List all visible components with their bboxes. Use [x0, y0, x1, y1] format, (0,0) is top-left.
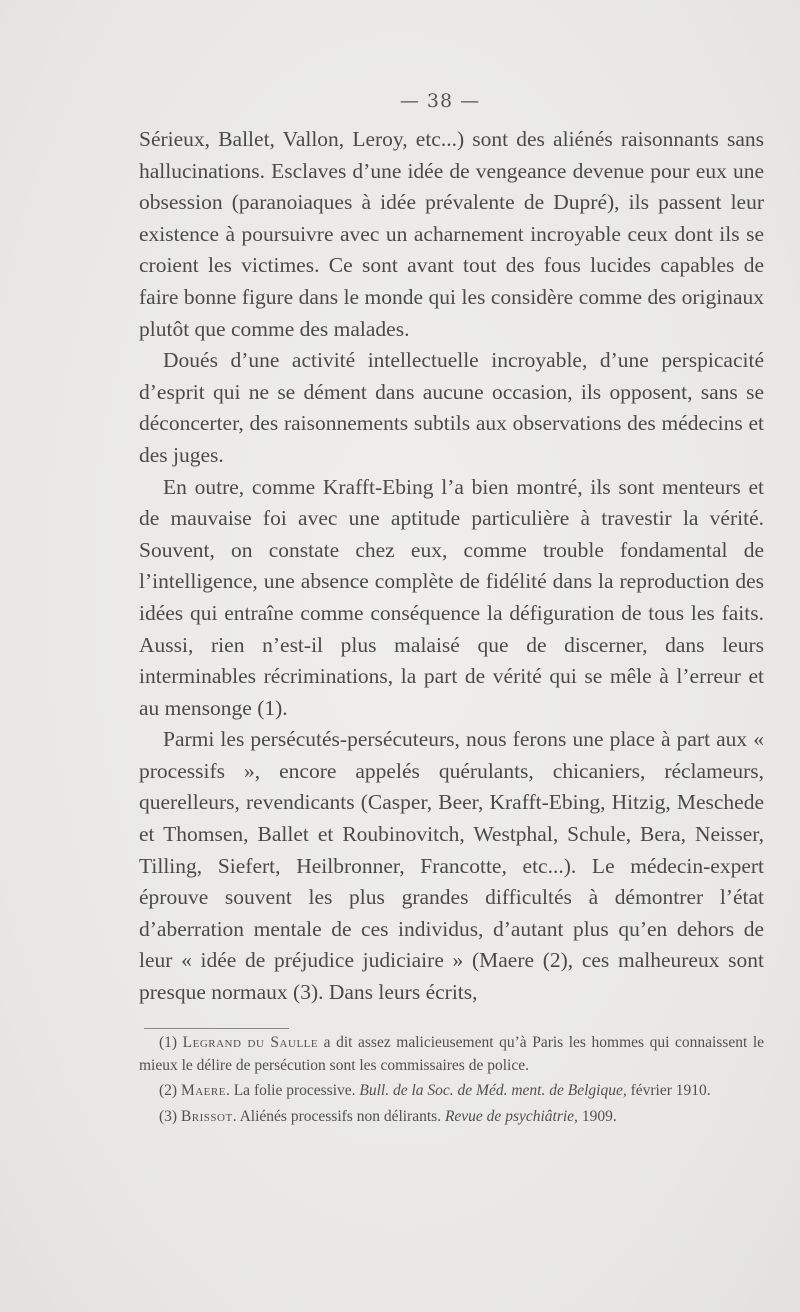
footnote-2-number: (2) [159, 1082, 178, 1099]
footnote-3-title: Aliénés processifs non délirants. [239, 1107, 442, 1125]
footnote-divider [144, 1028, 289, 1029]
footnote-1-text: a dit assez malicieusement qu’à Paris les hommes qui connaissent le mieux le délire de persécution sont les commissaires de police. [139, 1034, 765, 1074]
paragraph-2: Doués d’une activité intellectuelle incroyable, d’une perspicacité d’esprit qui ne se dément dans aucune occasion, ils opposent, sans se déconcerter, des raisonnements subtils aux observations des médecins et des juges. [139, 348, 764, 467]
footnote-2-date: février 1910. [630, 1082, 711, 1099]
footnote-3: (3) Brissot. Aliénés processifs non délirants. Revue de psychiâtrie, 1909. [159, 1107, 617, 1125]
footnote-1-number: (1) [159, 1034, 178, 1051]
main-text [139, 124, 764, 1009]
footnote-2: (2) Maere. La folie processive. Bull. de la Soc. de Méd. ment. de Belgique, février 1910. [159, 1082, 711, 1099]
paragraph-4: Parmi les persécutés-persécuteurs, nous ferons une place à part aux « processifs », encore appelés quérulants, chicaniers, réclameurs, querelleurs, revendicants (Casper, Beer, Krafft-Ebing, Hitzig, Meschede et Thomsen, Ballet et Roubinovitch, Westphal, Schule, Bera, Neisser, Tilling, Siefert, Heilbronner, Francotte, etc...). Le médecin-expert éprouve souvent les plus grandes difficultés à démontrer l’état d’aberration mentale de ces individus, d’autant plus qu’en dehors de leur « idée de préjudice judiciaire » (Maere (2), ces malheureux sont presque normaux (3). Dans leurs écrits, [139, 727, 764, 1005]
footnote-3-author: Brissot [180, 1107, 233, 1125]
footnote-3-date: 1909. [581, 1107, 617, 1125]
footnote-1-author: Legrand du Saulle [182, 1034, 319, 1051]
footnote-2-author: Maere [180, 1082, 226, 1099]
footnotes [139, 1032, 764, 1131]
footnote-2-journal: Bull. de la Soc. de Méd. ment. de Belgique, [359, 1082, 627, 1099]
footnote-3-journal: Revue de psychiâtrie, [444, 1107, 578, 1125]
footnote-1 [139, 1032, 764, 1077]
paragraph-1: Sérieux, Ballet, Vallon, Leroy, etc...) sont des aliénés raisonnants sans hallucinations. Esclaves d’une idée de vengeance devenue pour eux une obsession (paranoiaques à idée prévalente de Dupré), ils passent leur existence à poursuivre avec un acharnement incroyable ceux dont ils se croient les victimes. Ce sont avant tout des fous lucides capables de faire bonne figure dans le monde qui les considère comme des originaux plutôt que comme des malades. [139, 127, 764, 341]
footnote-3-number: (3) [159, 1107, 178, 1125]
page-number: — 38 — [399, 90, 481, 112]
footnote-2-title: La folie processive. [233, 1082, 356, 1099]
paragraph-3: En outre, comme Krafft-Ebing l’a bien montré, ils sont menteurs et de mauvaise foi avec une aptitude particulière à travestir la vérité. Souvent, on constate chez eux, comme trouble fondamental de l’intelligence, une absence complète de fidélité dans la reproduction des idées qui entraîne comme conséquence la défiguration de tous les faits. Aussi, rien n’est-il plus malaisé que de discerner, dans leurs interminables récriminations, la part de vérité qui se mêle à l’erreur et au mensonge (1). [139, 474, 764, 720]
